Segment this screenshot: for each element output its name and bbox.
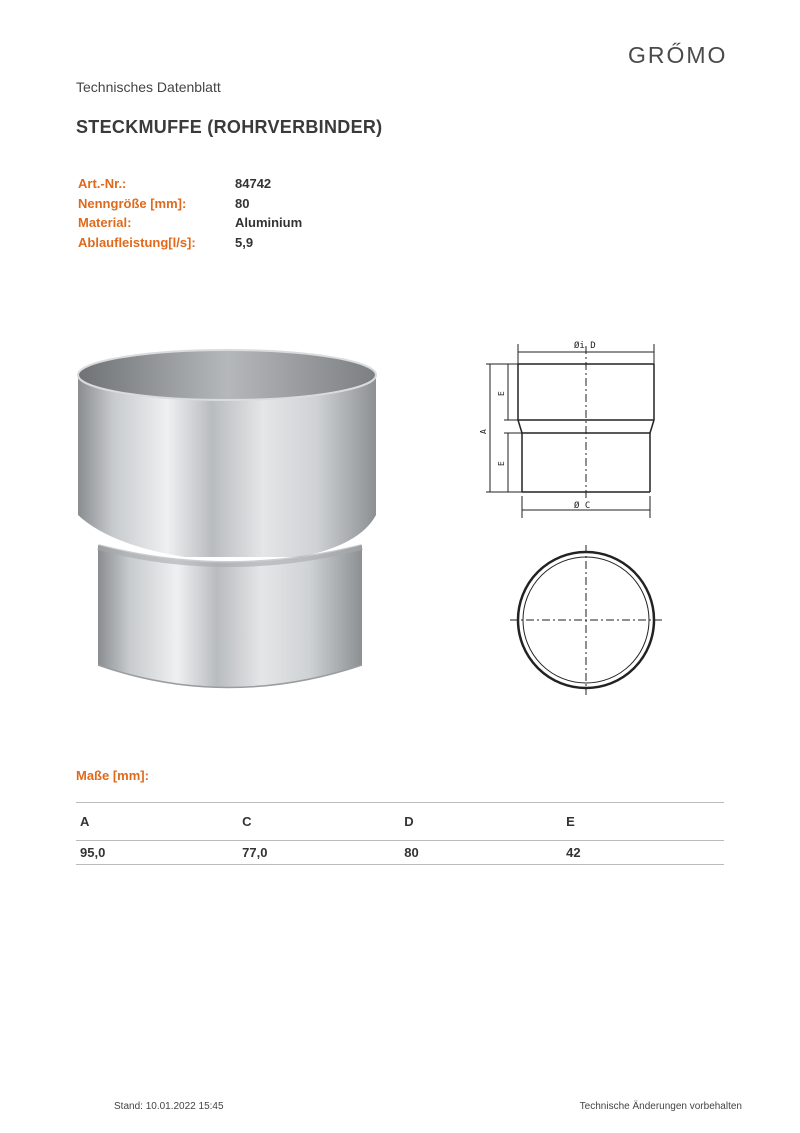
spec-value: Aluminium [235, 215, 303, 231]
product-photo [70, 335, 390, 705]
column-header: E [562, 803, 724, 841]
spec-label: Ablaufleistung[l/s]: [78, 234, 196, 250]
column-header: C [238, 803, 400, 841]
dim-label-e-lower: E [497, 461, 506, 466]
product-title: STECKMUFFE (ROHRVERBINDER) [76, 117, 383, 137]
table-cell: 77,0 [238, 841, 400, 865]
spec-value: 5,9 [235, 234, 254, 250]
table-row [76, 841, 724, 865]
dim-label-c: Ø C [574, 501, 591, 511]
spec-value: 80 [235, 195, 250, 211]
spec-label: Nenngröße [mm]: [78, 195, 187, 211]
footer-date: Stand: 10.01.2022 15:45 [114, 1101, 224, 1112]
spec-row [78, 213, 302, 233]
column-header: D [400, 803, 562, 841]
footer-disclaimer: Technische Änderungen vorbehalten [579, 1101, 742, 1112]
technical-drawing [470, 330, 670, 700]
table-cell: 80 [400, 841, 562, 865]
spec-row [78, 194, 302, 214]
spec-list [78, 174, 302, 252]
dim-label-d: Øi D [574, 341, 596, 351]
dimensions-table [76, 802, 724, 865]
spec-label: Material: [78, 215, 132, 231]
spec-row [78, 174, 302, 194]
brand-logo: GRŐMO [628, 42, 728, 68]
table-cell: 42 [562, 841, 724, 865]
table-cell: 95,0 [76, 841, 238, 865]
dimensions-heading: Maße [mm]: [76, 768, 149, 783]
spec-row [78, 233, 302, 253]
spec-value: 84742 [235, 176, 272, 192]
document-type: Technisches Datenblatt [76, 79, 221, 95]
table-header-row [76, 803, 724, 841]
spec-label: Art.-Nr.: [78, 176, 127, 192]
column-header: A [76, 803, 238, 841]
dim-label-e-upper: E [497, 391, 506, 396]
dim-label-a: A [479, 429, 488, 434]
